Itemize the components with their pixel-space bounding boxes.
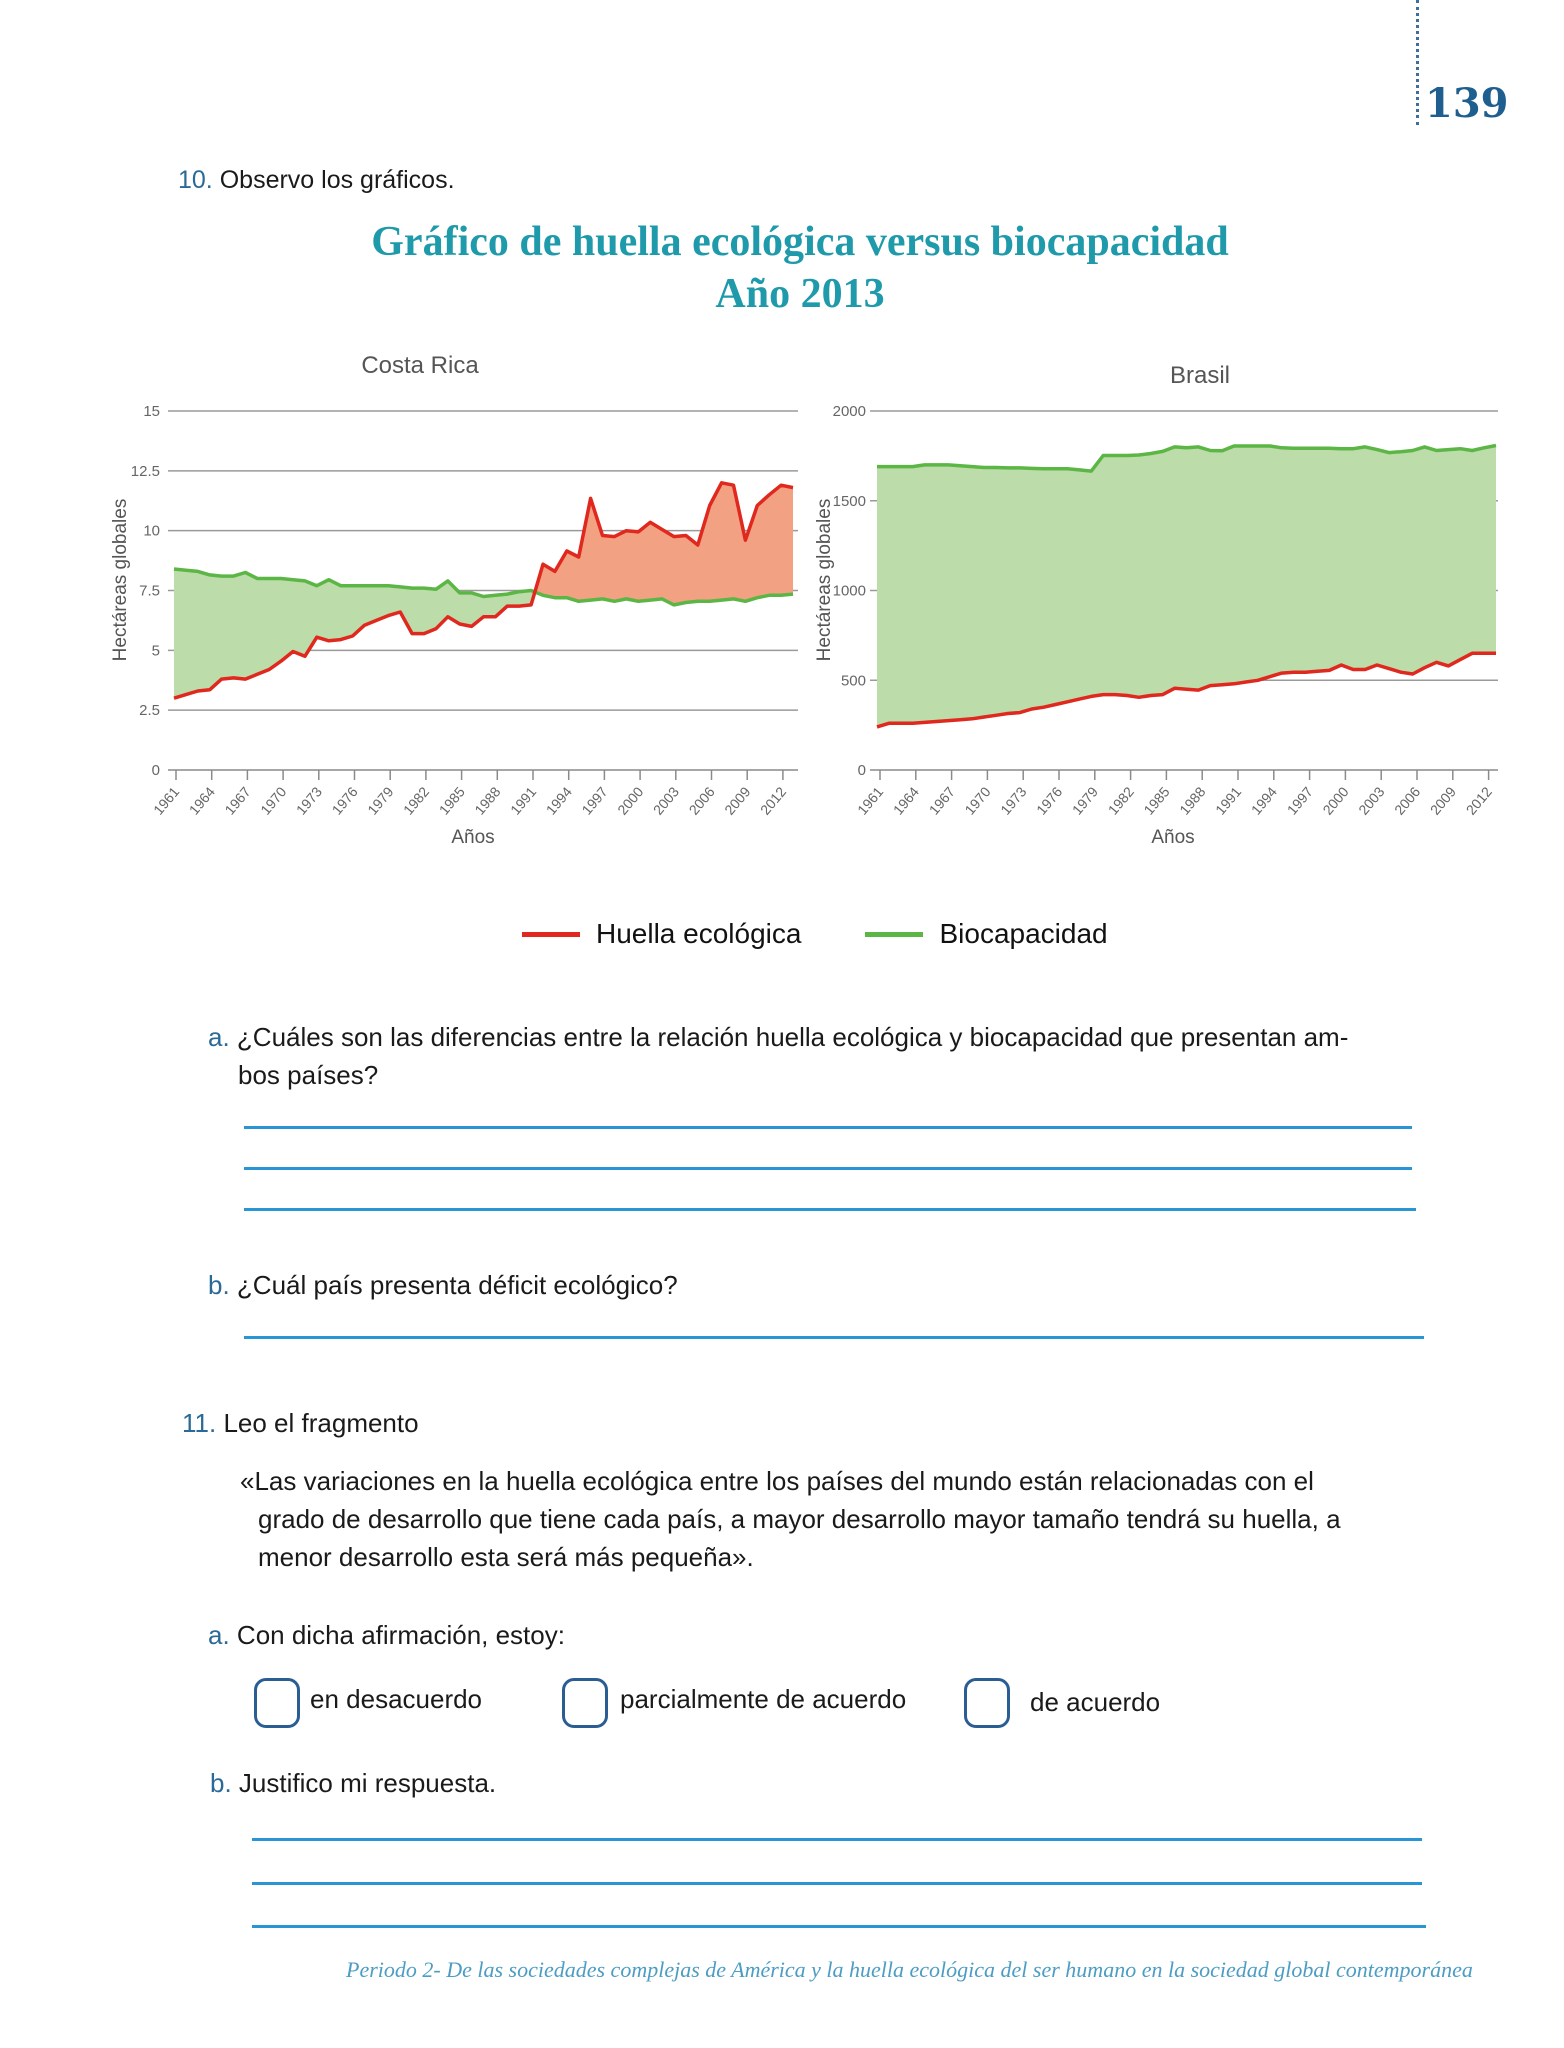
x-tick-label: 1997 bbox=[1283, 783, 1316, 818]
y-tick-label: 7.5 bbox=[139, 582, 160, 600]
x-tick-label: 1976 bbox=[328, 783, 361, 818]
chart-main-title: Gráfico de huella ecológica versus biocapacidad bbox=[371, 219, 1229, 265]
question-11b bbox=[210, 1764, 496, 1802]
sub-question-letter: a. bbox=[208, 1620, 230, 1650]
chart-costa-rica bbox=[110, 352, 798, 848]
x-tick-label: 1979 bbox=[364, 783, 397, 818]
answer-line[interactable] bbox=[244, 1208, 1416, 1211]
quote-line: grado de desarrollo que tiene cada país, a mayor desarrollo mayor tamaño tendrá su huella, a bbox=[258, 1504, 1341, 1534]
sub-question-letter: b. bbox=[208, 1270, 230, 1300]
option-label: en desacuerdo bbox=[310, 1684, 483, 1714]
x-tick-label: 1994 bbox=[1247, 783, 1281, 818]
sub-question-letter: b. bbox=[210, 1768, 232, 1798]
x-tick-label: 1976 bbox=[1033, 783, 1066, 818]
sub-question-text: ¿Cuáles son las diferencias entre la relación huella ecológica y biocapacidad que presentan am- bbox=[236, 1022, 1349, 1052]
x-tick-label: 1988 bbox=[471, 783, 504, 818]
legend-label: Huella ecológica bbox=[596, 918, 802, 949]
y-tick-label: 15 bbox=[143, 403, 160, 420]
y-tick-label: 0 bbox=[857, 762, 866, 779]
y-axis-label: Hectáreas globales bbox=[110, 498, 131, 662]
chart-brasil bbox=[814, 362, 1498, 848]
y-tick-label: 5 bbox=[151, 642, 160, 660]
question-text: Observo los gráficos. bbox=[219, 166, 455, 194]
x-tick-label: 2000 bbox=[614, 783, 647, 818]
answer-line[interactable] bbox=[252, 1838, 1422, 1841]
x-tick-label: 2012 bbox=[756, 783, 790, 818]
y-tick-label: 2000 bbox=[832, 403, 866, 420]
checkbox-de-acuerdo[interactable] bbox=[964, 1678, 1010, 1728]
quote-line: menor desarrollo esta será más pequeña». bbox=[258, 1542, 754, 1572]
answer-line[interactable] bbox=[244, 1167, 1412, 1170]
question-number: 11. bbox=[182, 1408, 217, 1438]
x-tick-label: 1985 bbox=[435, 783, 468, 818]
y-tick-label: 0 bbox=[151, 762, 160, 779]
x-tick-label: 1970 bbox=[257, 783, 290, 818]
x-tick-label: 1988 bbox=[1176, 783, 1209, 818]
sub-question-letter: a. bbox=[208, 1022, 230, 1052]
x-tick-label: 1973 bbox=[292, 783, 326, 818]
question-10a bbox=[208, 1018, 1348, 1056]
charts-canvas bbox=[0, 0, 1564, 880]
page-footer: Periodo 2- De las sociedades complejas de América y la huella ecológica del ser humano en la sociedad global contemporánea bbox=[346, 1957, 1473, 1982]
question-11a bbox=[208, 1616, 565, 1654]
x-tick-label: 2012 bbox=[1462, 783, 1495, 818]
chart-main-subtitle: Año 2013 bbox=[715, 271, 885, 317]
y-axis-label: Hectáreas globales bbox=[814, 498, 835, 662]
x-tick-label: 2006 bbox=[685, 783, 718, 818]
y-tick-label: 12.5 bbox=[130, 462, 160, 480]
x-tick-label: 2003 bbox=[649, 783, 683, 818]
y-tick-label: 1000 bbox=[832, 582, 866, 600]
chart-title: Costa Rica bbox=[361, 352, 479, 379]
checkbox-en-desacuerdo[interactable] bbox=[254, 1678, 300, 1728]
x-tick-label: 1991 bbox=[507, 783, 540, 818]
question-10a-cont: bos países? bbox=[238, 1060, 379, 1090]
question-10b bbox=[208, 1266, 678, 1304]
sub-question-text: ¿Cuál país presenta déficit ecológico? bbox=[236, 1270, 678, 1300]
x-tick-label: 1961 bbox=[854, 783, 887, 818]
answer-line[interactable] bbox=[244, 1126, 1412, 1129]
x-tick-label: 1970 bbox=[961, 783, 994, 818]
option-label: de acuerdo bbox=[1030, 1687, 1161, 1717]
x-tick-label: 1979 bbox=[1068, 783, 1102, 818]
x-tick-label: 1967 bbox=[221, 783, 254, 818]
y-tick-label: 10 bbox=[143, 522, 160, 540]
checkbox-parcialmente-de-acuerdo[interactable] bbox=[562, 1678, 608, 1728]
x-tick-label: 1991 bbox=[1212, 783, 1245, 818]
answer-line[interactable] bbox=[252, 1925, 1426, 1928]
x-tick-label: 1973 bbox=[997, 783, 1030, 818]
x-tick-label: 1994 bbox=[542, 783, 575, 818]
x-tick-label: 1997 bbox=[578, 783, 611, 818]
y-tick-label: 2.5 bbox=[139, 702, 160, 720]
x-tick-label: 2006 bbox=[1391, 783, 1424, 818]
legend-swatch-green bbox=[865, 932, 923, 937]
x-tick-label: 2009 bbox=[1426, 783, 1460, 818]
x-tick-label: 1964 bbox=[889, 783, 923, 818]
surplus-area bbox=[877, 446, 1496, 727]
x-tick-label: 1982 bbox=[1104, 783, 1137, 818]
x-axis-label: Años bbox=[1151, 827, 1195, 848]
answer-line[interactable] bbox=[244, 1336, 1424, 1339]
quote-line: «Las variaciones en la huella ecológica entre los países del mundo están relacionadas con el bbox=[240, 1466, 1314, 1496]
x-tick-label: 1967 bbox=[925, 783, 958, 818]
legend-label: Biocapacidad bbox=[939, 918, 1108, 949]
question-text: Leo el fragmento bbox=[223, 1408, 419, 1438]
x-tick-label: 2009 bbox=[721, 783, 754, 818]
sub-question-text: Con dicha afirmación, estoy: bbox=[236, 1620, 565, 1650]
deficit-area bbox=[535, 483, 793, 605]
chart-title: Brasil bbox=[1169, 362, 1231, 389]
option-label: parcialmente de acuerdo bbox=[620, 1684, 907, 1714]
x-axis-label: Años bbox=[451, 827, 495, 848]
x-tick-label: 1985 bbox=[1140, 783, 1173, 818]
x-tick-label: 2000 bbox=[1319, 783, 1352, 818]
x-tick-label: 1982 bbox=[399, 783, 433, 818]
question-number: 10. bbox=[178, 166, 213, 194]
answer-line[interactable] bbox=[252, 1882, 1422, 1885]
legend-item-huella bbox=[522, 918, 801, 950]
page-number: 139 bbox=[1425, 80, 1509, 127]
question-11-heading bbox=[182, 1404, 419, 1442]
chart-legend bbox=[522, 918, 1172, 950]
x-tick-label: 2003 bbox=[1355, 783, 1388, 818]
x-tick-label: 1961 bbox=[150, 783, 183, 818]
y-tick-label: 1500 bbox=[832, 492, 866, 510]
sub-question-text: Justifico mi respuesta. bbox=[238, 1768, 497, 1798]
x-tick-label: 1964 bbox=[185, 783, 218, 818]
y-tick-label: 500 bbox=[840, 672, 866, 690]
legend-item-biocapacidad bbox=[865, 918, 1107, 950]
legend-swatch-red bbox=[522, 932, 580, 937]
